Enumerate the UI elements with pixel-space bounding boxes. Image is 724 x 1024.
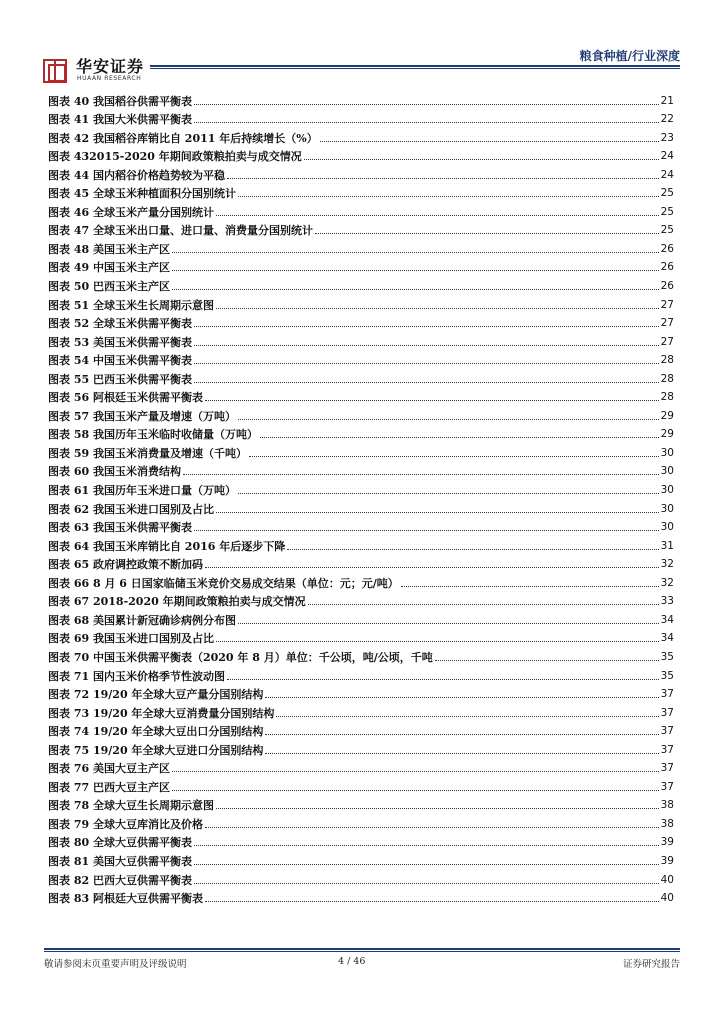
toc-entry-label[interactable]: 图表 65 政府调控政策不断加码 [48,558,203,572]
toc-leader-dots [194,883,659,884]
toc-entry-label[interactable]: 图表 44 国内稻谷价格趋势较为平稳 [48,168,225,182]
toc-entry-page[interactable]: 28 [660,372,674,385]
toc-leader-dots [216,808,659,809]
toc-leader-dots [216,641,659,642]
toc-entry-label[interactable]: 图表 55 巴西玉米供需平衡表 [48,372,192,386]
toc-entry-page[interactable]: 24 [660,168,674,181]
toc-entry[interactable] [48,664,674,683]
toc-entry-label[interactable]: 图表 80 全球大豆供需平衡表 [48,836,192,850]
toc-leader-dots [227,178,659,179]
toc-entry-label[interactable]: 图表 76 美国大豆主产区 [48,762,170,776]
toc-entry-page[interactable]: 27 [660,298,674,311]
toc-entry[interactable] [48,330,674,349]
toc-entry-label[interactable]: 图表 69 我国玉米进口国别及占比 [48,632,214,646]
toc-entry-label[interactable]: 图表 68 美国累计新冠确诊病例分布图 [48,613,236,627]
company-logo-text: 华安证券 [76,57,145,76]
toc-entry-label[interactable]: 图表 52 全球玉米供需平衡表 [48,317,192,331]
toc-entry[interactable] [48,831,674,850]
toc-entry-label[interactable]: 图表 49 中国玉米主产区 [48,261,170,275]
toc-entry[interactable] [48,738,674,757]
toc-entry-page[interactable]: 31 [660,539,674,552]
toc-leader-dots [194,363,659,364]
toc-entry[interactable] [48,812,674,831]
toc-entry-label[interactable]: 图表 74 19/20 年全球大豆出口分国别结构 [48,725,264,739]
toc-leader-dots [265,697,658,698]
toc-entry[interactable] [48,516,674,535]
toc-leader-dots [238,623,659,624]
toc-leader-dots [172,790,659,791]
toc-leader-dots [194,122,659,123]
toc-leader-dots [308,604,659,605]
toc-entry[interactable] [48,200,674,219]
toc-entry-label[interactable]: 图表 53 美国玉米供需平衡表 [48,335,192,349]
toc-entry-page[interactable]: 22 [660,113,674,126]
toc-entry[interactable] [48,478,674,497]
toc-entry-page[interactable]: 33 [660,595,674,608]
toc-entry-page[interactable]: 25 [660,205,674,218]
toc-leader-dots [183,474,659,475]
toc-entry[interactable] [48,312,674,331]
toc-entry-page[interactable]: 38 [660,799,674,812]
toc-leader-dots [205,400,659,401]
toc-entry-page[interactable]: 29 [660,409,674,422]
toc-entry[interactable] [48,720,674,739]
toc-entry[interactable] [48,868,674,887]
toc-entry-page[interactable]: 26 [660,242,674,255]
toc-entry[interactable] [48,293,674,312]
toc-entry[interactable] [48,683,674,702]
toc-entry-page[interactable]: 29 [660,428,674,441]
toc-leader-dots [265,734,658,735]
toc-entry-label[interactable]: 图表 77 巴西大豆主产区 [48,780,170,794]
toc-entry-label[interactable]: 图表 67 2018-2020 年期间政策粮拍卖与成交情况 [48,595,306,609]
toc-entry[interactable] [48,794,674,813]
toc-entry-label[interactable]: 图表 45 全球玉米种植面积分国别统计 [48,187,236,201]
toc-leader-dots [304,159,659,160]
toc-entry[interactable] [48,849,674,868]
toc-leader-dots [401,586,659,587]
toc-entry-page[interactable]: 30 [660,502,674,515]
toc-entry-page[interactable]: 25 [660,224,674,237]
toc-entry[interactable] [48,367,674,386]
toc-entry-label[interactable]: 图表 81 美国大豆供需平衡表 [48,854,192,868]
toc-entry[interactable] [48,460,674,479]
company-logo-subtext: HUAAN RESEARCH [77,75,142,82]
header-divider [150,65,680,67]
toc-entry[interactable] [48,386,674,405]
toc-leader-dots [227,679,659,680]
toc-leader-dots [205,567,659,568]
toc-entry-page[interactable]: 40 [660,873,674,886]
toc-entry-label[interactable]: 图表 60 我国玉米消费结构 [48,465,181,479]
toc-leader-dots [320,141,659,142]
toc-entry-label[interactable]: 图表 48 美国玉米主产区 [48,242,170,256]
toc-entry[interactable] [48,441,674,460]
toc-entry[interactable] [48,553,674,572]
toc-entry-page[interactable]: 37 [660,780,674,793]
toc-entry-label[interactable]: 图表 59 我国玉米消费量及增速（千吨） [48,446,247,460]
toc-entry[interactable] [48,163,674,182]
toc-entry[interactable] [48,145,674,164]
toc-leader-dots [238,419,659,420]
toc-entry-page[interactable]: 26 [660,261,674,274]
toc-entry-label[interactable]: 图表 42 我国稻谷库销比自 2011 年后持续增长（%） [48,131,318,145]
toc-entry-label[interactable]: 图表 62 我国玉米进口国别及占比 [48,502,214,516]
toc-entry-label[interactable]: 图表 82 巴西大豆供需平衡表 [48,873,192,887]
toc-entry[interactable] [48,256,674,275]
toc-entry-page[interactable]: 24 [660,150,674,163]
toc-leader-dots [172,270,659,271]
toc-entry[interactable] [48,108,674,127]
toc-entry-label[interactable]: 图表 56 阿根廷玉米供需平衡表 [48,391,203,405]
toc-entry-label[interactable]: 图表 50 巴西玉米主产区 [48,280,170,294]
toc-entry-page[interactable]: 26 [660,280,674,293]
toc-entry[interactable] [48,775,674,794]
toc-entry-page[interactable]: 38 [660,817,674,830]
toc-entry-page[interactable]: 34 [660,632,674,645]
toc-entry-label[interactable]: 图表 57 我国玉米产量及增速（万吨） [48,409,236,423]
toc-leader-dots [287,549,658,550]
toc-entry-page[interactable]: 34 [660,613,674,626]
toc-entry-page[interactable]: 35 [660,669,674,682]
page-number: 4 / 46 [338,956,366,967]
toc-entry-page[interactable]: 32 [660,558,674,571]
toc-entry-page[interactable]: 21 [660,94,674,107]
toc-leader-dots [205,827,659,828]
toc-leader-dots [205,901,659,902]
toc-entry-page[interactable]: 27 [660,317,674,330]
toc-leader-dots [276,716,658,717]
toc-leader-dots [172,289,659,290]
toc-leader-dots [435,660,659,661]
toc-entry-page[interactable]: 25 [660,187,674,200]
toc-leader-dots [194,345,659,346]
toc-entry-label[interactable]: 图表 73 19/20 年全球大豆消费量分国别结构 [48,706,275,720]
toc-leader-dots [194,326,659,327]
toc-entry-label[interactable]: 图表 75 19/20 年全球大豆进口分国别结构 [48,743,264,757]
toc-entry-label[interactable]: 图表 71 国内玉米价格季节性波动图 [48,669,225,683]
toc-entry-page[interactable]: 32 [660,576,674,589]
toc-entry-page[interactable]: 30 [660,465,674,478]
toc-entry[interactable] [48,534,674,553]
toc-entry-label[interactable]: 图表 66 8 月 6 日国家临储玉米竞价交易成交结果（单位：元；元/吨） [48,576,399,590]
toc-entry-label[interactable]: 图表 61 我国历年玉米进口量（万吨） [48,484,236,498]
toc-leader-dots [172,252,659,253]
toc-entry-label[interactable]: 图表 46 全球玉米产量分国别统计 [48,205,214,219]
toc-entry-label[interactable]: 图表 58 我国历年玉米临时收储量（万吨） [48,428,258,442]
toc-entry-label[interactable]: 图表 41 我国大米供需平衡表 [48,113,192,127]
toc-entry-label[interactable]: 图表 54 中国玉米供需平衡表 [48,354,192,368]
toc-leader-dots [194,382,659,383]
toc-entry-page[interactable]: 39 [660,854,674,867]
header-divider-thin [150,68,680,69]
toc-entry-label[interactable]: 图表 64 我国玉米库销比自 2016 年后逐步下降 [48,539,286,553]
toc-entry-label[interactable]: 图表 78 全球大豆生长周期示意图 [48,799,214,813]
page-header [0,0,724,90]
toc-leader-dots [238,493,659,494]
toc-entry-label[interactable]: 图表 70 中国玉米供需平衡表（2020 年 8 月）单位：千公顷，吨/公顷，千吨 [48,650,433,664]
footer-report-type: 证券研究报告 [622,959,680,970]
toc-entry-page[interactable]: 37 [660,706,674,719]
toc-leader-dots [194,530,659,531]
toc-entry[interactable] [48,590,674,609]
toc-leader-dots [194,104,659,105]
toc-entry[interactable] [48,89,674,108]
toc-leader-dots [238,196,659,197]
toc-entry-page[interactable]: 37 [660,762,674,775]
toc-entry[interactable] [48,219,674,238]
toc-entry[interactable] [48,182,674,201]
toc-entry-page[interactable]: 40 [660,892,674,905]
toc-entry[interactable] [48,757,674,776]
toc-entry-page[interactable]: 28 [660,354,674,367]
toc-entry-label[interactable]: 图表 72 19/20 年全球大豆产量分国别结构 [48,688,264,702]
toc-leader-dots [249,456,659,457]
company-logo-icon [43,59,67,83]
footer-disclaimer: 敬请参阅末页重要声明及评级说明 [44,959,187,970]
toc-entry[interactable] [48,608,674,627]
toc-leader-dots [265,753,658,754]
toc-leader-dots [194,845,659,846]
toc-entry-page[interactable]: 35 [660,650,674,663]
toc-leader-dots [216,308,659,309]
toc-entry-page[interactable]: 30 [660,521,674,534]
toc-entry-page[interactable]: 28 [660,391,674,404]
toc-entry-page[interactable]: 39 [660,836,674,849]
footer-divider-thin [44,951,680,952]
toc-leader-dots [260,437,659,438]
toc-entry[interactable] [48,627,674,646]
toc-entry-page[interactable]: 27 [660,335,674,348]
toc-entry-page[interactable]: 37 [660,725,674,738]
toc-entry[interactable] [48,887,674,906]
toc-entry[interactable] [48,701,674,720]
toc-entry-label[interactable]: 图表 51 全球玉米生长周期示意图 [48,298,214,312]
toc-entry[interactable] [48,497,674,516]
toc-leader-dots [216,215,659,216]
toc-entry[interactable] [48,645,674,664]
toc-entry-page[interactable]: 23 [660,131,674,144]
toc-entry[interactable] [48,423,674,442]
toc-entry[interactable] [48,237,674,256]
toc-entry-page[interactable]: 30 [660,446,674,459]
toc-entry-label[interactable]: 图表 432015-2020 年期间政策粮拍卖与成交情况 [48,150,302,164]
toc-leader-dots [194,864,659,865]
footer-divider [44,948,680,950]
toc-entry[interactable] [48,274,674,293]
toc-entry-label[interactable]: 图表 83 阿根廷大豆供需平衡表 [48,892,203,906]
report-section-title: 粮食种植/行业深度 [579,49,680,63]
toc-entry-page[interactable]: 30 [660,484,674,497]
toc-entry-label[interactable]: 图表 79 全球大豆库消比及价格 [48,817,203,831]
toc-entry[interactable] [48,404,674,423]
toc-leader-dots [315,233,659,234]
toc-entry-label[interactable]: 图表 63 我国玉米供需平衡表 [48,521,192,535]
toc-entry-page[interactable]: 37 [660,688,674,701]
toc-entry-label[interactable]: 图表 40 我国稻谷供需平衡表 [48,94,192,108]
toc-leader-dots [216,512,659,513]
toc-entry[interactable] [48,126,674,145]
figure-index-list [48,89,674,905]
toc-entry-page[interactable]: 37 [660,743,674,756]
toc-entry[interactable] [48,349,674,368]
toc-entry-label[interactable]: 图表 47 全球玉米出口量、进口量、消费量分国别统计 [48,224,313,238]
toc-leader-dots [172,771,659,772]
toc-entry[interactable] [48,571,674,590]
